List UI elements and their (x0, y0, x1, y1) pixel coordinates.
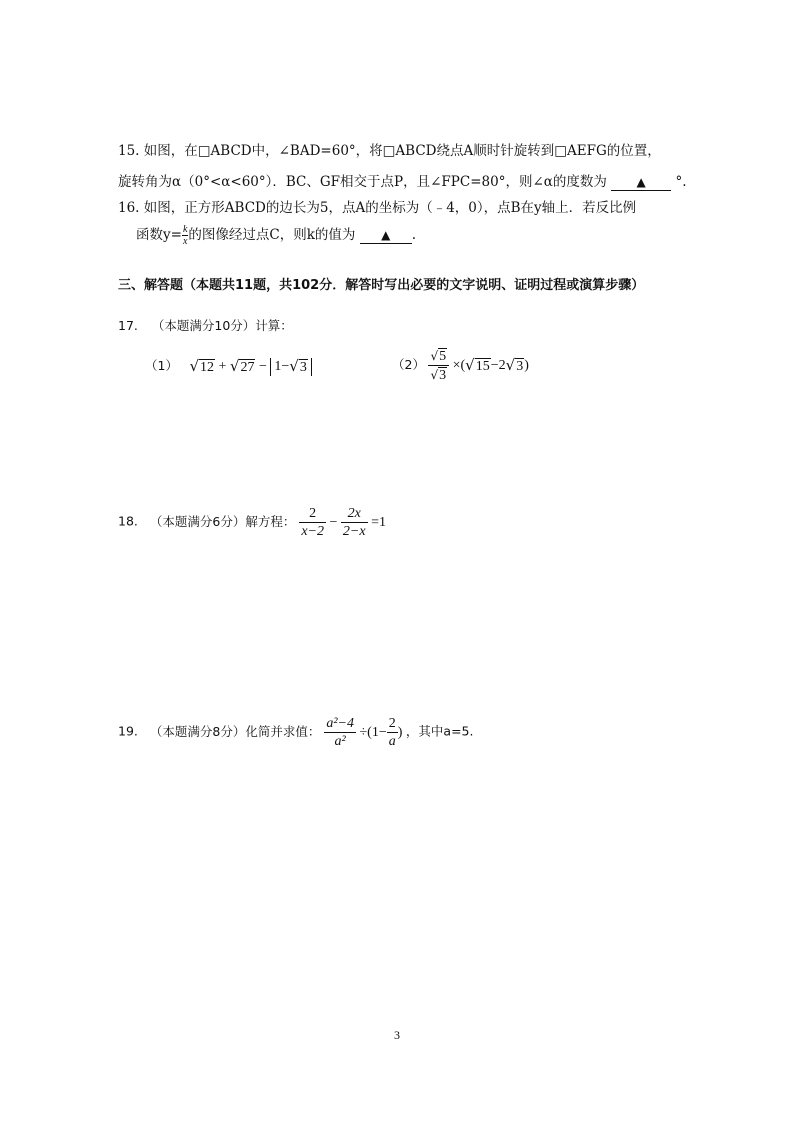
q19-line (118, 715, 473, 750)
close-paren: ) (524, 358, 529, 373)
q16-text-line1: 如图，正方形ABCD的边长为5，点A的坐标为（﹣4，0），点B在y轴上．若反比例 (143, 200, 637, 216)
sqrt-12: √12 (189, 357, 215, 375)
q15-line2 (118, 172, 687, 192)
q15-number: 15. (118, 143, 140, 159)
q16-line2 (136, 224, 416, 247)
q17-part2-label: （2） (392, 357, 425, 372)
q16-text-tail: . (411, 227, 417, 243)
q16-frac-den: x (182, 236, 188, 247)
q19-frac1: $\frac{\text{a²−4}}{\text{a²}}$ (326, 716, 354, 749)
q16-answer-blank[interactable]: ▲ (360, 228, 412, 244)
q16-line1 (118, 198, 636, 218)
q19-frac2: $\frac{2}{a}$ (388, 716, 396, 749)
q19-number: 19. (118, 723, 138, 739)
page-number: 3 (394, 1028, 400, 1042)
q15-text-line1: 如图，在□ABCD中，∠BAD=60°，将□ABCD绕点A顺时针旋转到□AEFG的位置， (143, 143, 661, 159)
sqrt-15: √15 (465, 355, 490, 374)
q15-text-line2: 旋转角为α（0°<α<60°）．BC、GF相交于点P，且∠FPC=80°，则∠α的度数为 (118, 174, 607, 190)
q19-expression: $\frac{\text{a²−4}}{\text{a²}}$ ÷(1− $\frac{2}{a}$ ) (326, 716, 403, 749)
absolute-value: 1−√3 (270, 358, 311, 376)
q18-frac2: $\frac{2x}{2-x}$ (342, 506, 366, 539)
q19-note: （本题满分8分）化简并求值： (149, 723, 321, 739)
q16-text-pre: 函数y= (136, 227, 182, 243)
sqrt-3: √3 (505, 355, 524, 374)
q16-text-mid: 的图像经过点C，则k的值为 (188, 227, 356, 243)
q17-header (118, 316, 293, 336)
q18-frac1: $\frac{2}{x-2}$ (301, 506, 324, 539)
q15-text-tail: °. (675, 174, 687, 190)
section3-heading: 三、解答题（本题共11题，共102分．解答时写出必要的文字说明、证明过程或演算步骤） (118, 278, 645, 293)
q15-answer-blank[interactable]: ▲ (611, 175, 671, 191)
q17-note: （本题满分10分）计算： (151, 318, 293, 333)
q16-number: 16. (118, 200, 140, 216)
times-open: ×( (452, 358, 466, 373)
q15-line1 (118, 141, 661, 161)
q18-note: （本题满分6分）解方程： (149, 513, 296, 529)
plus-sign: + (218, 359, 227, 375)
sqrt-27: √27 (229, 357, 255, 375)
q17-part2-fraction: $\frac{√5}{√3}$ (428, 348, 449, 384)
q17-part1 (145, 356, 312, 378)
q18-line (118, 505, 386, 540)
minus-two: −2 (490, 358, 506, 373)
q18-number: 18. (118, 513, 138, 529)
q19-tail: ，其中a=5. (405, 723, 474, 739)
q17-part2 (392, 348, 529, 384)
q16-frac-num: k (182, 224, 188, 235)
q18-equation: $\frac{2}{x-2}$ − $\frac{2x}{2-x}$ =1 (301, 506, 386, 539)
minus-sign: − (258, 359, 267, 375)
q17-part1-label: （1） (145, 358, 178, 374)
q17-number: 17. (118, 318, 138, 333)
